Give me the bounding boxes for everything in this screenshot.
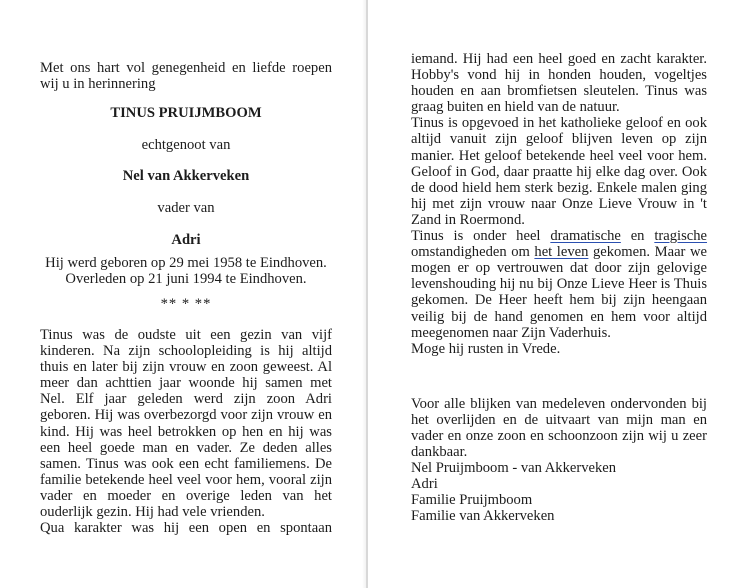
underlined-tragic: tragische (654, 228, 708, 245)
spouse-name: Nel van Akkerveken (122, 168, 250, 184)
biography-right (411, 51, 707, 357)
bio-death-end: gekomen. Maar we mogen er op vertrouwen dat door zijn gelovige levenshouding hij nu bij Onze Lieve Heer is Thuis gekomen. De Heer heeft hem bij zijn heengaan veilig bij de hand genomen en hem voor altijd meegenomen naar Zijn Vaderhuis. (411, 244, 707, 341)
thanks-text: Voor alle blijken van medeleven ondervonden bij het overlijden en de uitvaart van mijn man en vader en onze zoon en schoonzoon zijn wij u zeer dankbaar. (411, 396, 707, 461)
signatories (411, 460, 707, 524)
relation-spouse: echtgenoot van (141, 137, 231, 153)
life-dates (40, 255, 332, 287)
rest-in-peace: Moge hij rusten in Vrede. (411, 340, 561, 357)
bio-hobbies: iemand. Hij had een heel goed en zacht karakter. Hobby's vond hij in honden houden, vogeltjes houden en aan bromfietsen sleutelen. Tinus was graag buiten en hield van de natuur. (411, 51, 707, 116)
birth-line: Hij werd geboren op 29 mei 1958 te Eindhoven. (45, 255, 327, 271)
biography-left (40, 327, 332, 536)
bio-faith: Tinus is opgevoed in het katholieke geloof en ook altijd vanuit zijn geloof blijven leven op zijn manier. Het geloof betekende heel veel voor hem. Geloof in God, daar praatte hij elke dag over. Ook de dood hield hem sterk bezig. Enkele malen ging hij met zijn vrouw naar Onze Lieve Vrouw in 't Zand in Roermond. (411, 115, 707, 228)
signatory-line: Nel Pruijmboom - van Akkerveken (411, 460, 617, 476)
bio-death-start: Tinus is onder heel (411, 228, 541, 245)
underlined-dramatic: dramatische (550, 228, 621, 245)
divider-stars: ** * ** (160, 296, 212, 312)
child-name: Adri (171, 232, 201, 248)
death-line: Overleden op 21 juni 1994 te Eindhoven. (65, 271, 307, 288)
signatory-line: Familie van Akkerveken (411, 508, 555, 525)
underlined-life: het leven (534, 244, 589, 261)
signatory-line: Familie Pruijmboom (411, 492, 533, 509)
bio-death (411, 228, 707, 341)
relation-father: vader van (157, 200, 215, 216)
bio-death-and: en (630, 228, 645, 245)
center-fold (366, 0, 368, 588)
deceased-name: TINUS PRUIJMBOOM (110, 105, 262, 121)
signatory-line: Adri (411, 476, 438, 493)
bio-paragraph: Tinus was de oudste uit een gezin van vijf kinderen. Na zijn schoolopleiding is hij altijd thuis en later bij zijn vrouw en zoon geweest. Al meer dan achttien jaar woonde hij samen met Nel. Elf jaar geleden werd zijn zoon Adri geboren. Hij was overbezorgd voor zijn vrouw en kind. Hij was heel betrokken op hen en hij was een heel goede man en vader. Ze deden alles samen. Tinus was ook een echt familiemens. De familie betekende heel veel voor hem, vooral zijn vader en moeder en overige leden van het ouderlijk gezin. Hij had vele vrienden. (40, 327, 332, 521)
intro-text: Met ons hart vol genegenheid en liefde roepen wij u in herinnering (40, 60, 332, 93)
bio-paragraph-continued: Qua karakter was hij een open en spontaan (40, 520, 332, 537)
bio-death-mid: omstandigheden om (411, 244, 530, 261)
